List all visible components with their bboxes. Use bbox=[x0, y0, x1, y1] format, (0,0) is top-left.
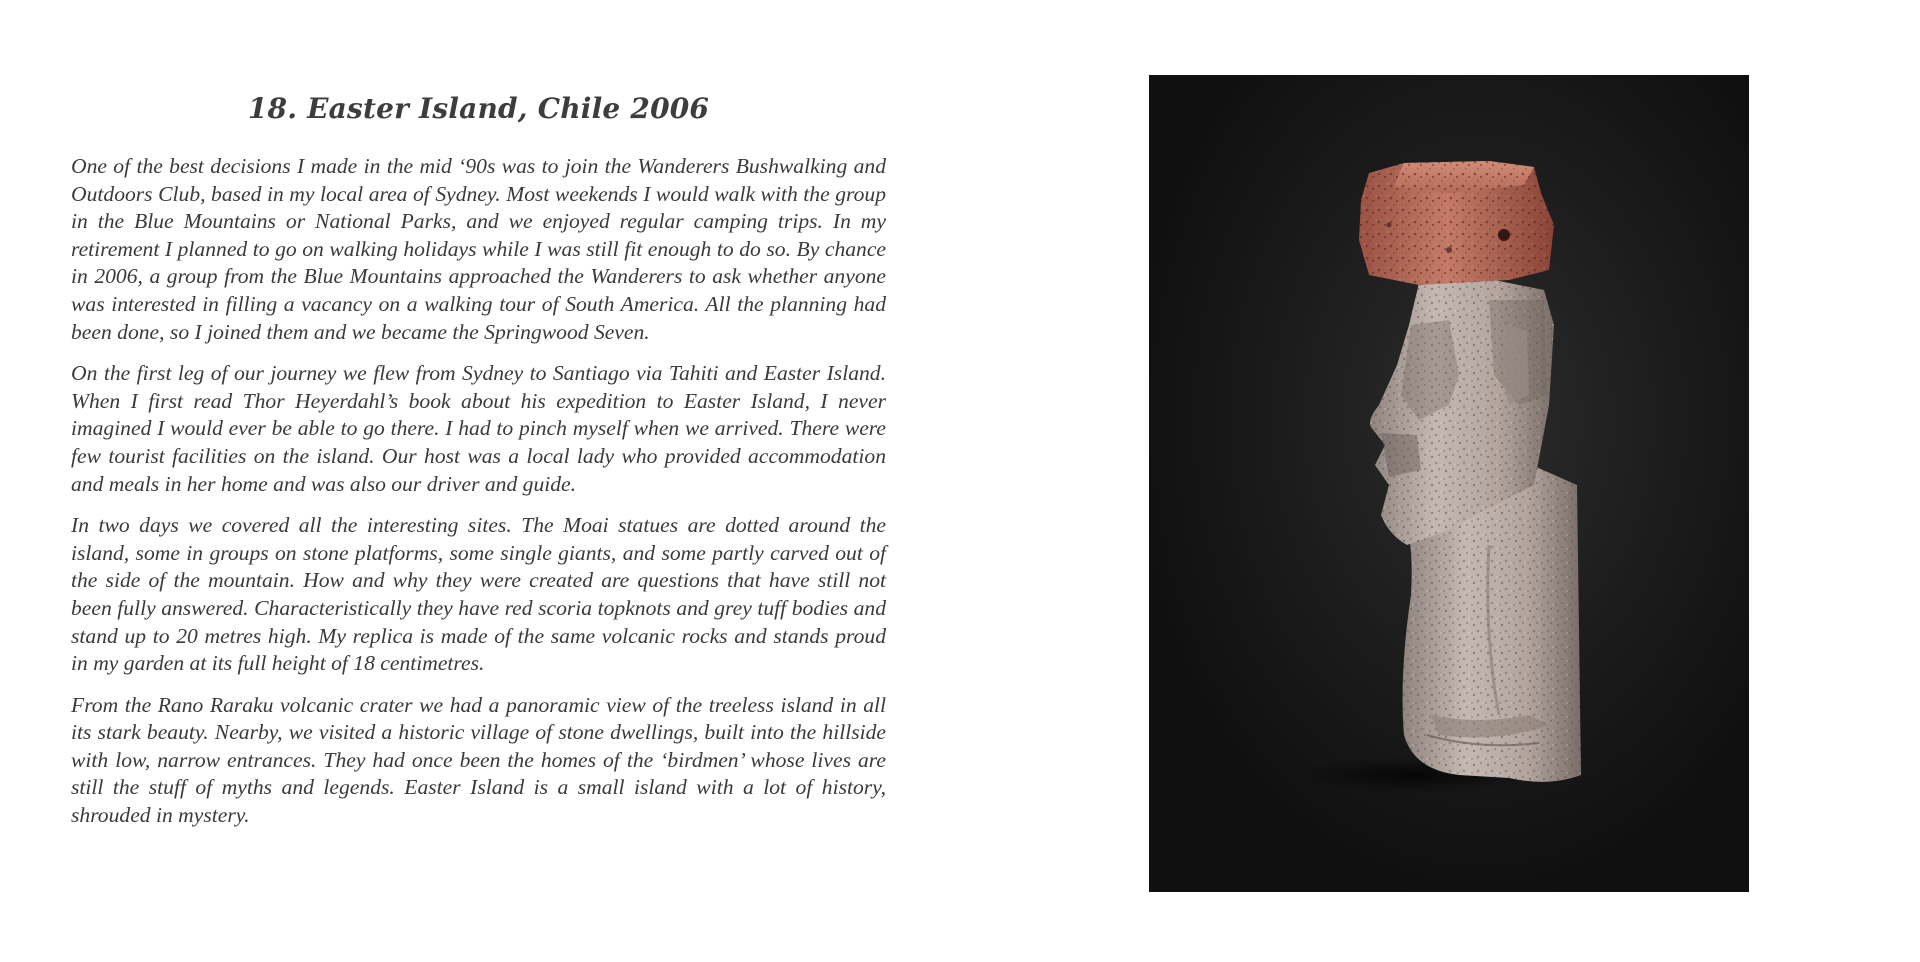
paragraph-1: One of the best decisions I made in the mid ‘90s was to join the Wanderers Bushwalking and Outdoors Club, based in my local area of Sydney. Most weekends I would walk with the group in the Blue Mountains or National Parks, and we enjoyed regular camping trips. In my retirement I planned to go on walking holidays while I was still fit enough to do so. By chance in 2006, a group from the Blue Mountains approached the Wanderers to ask whether anyone was interested in filling a vacancy on a walking tour of South America. All the planning had been done, so I joined them and we became the Springwood Seven. bbox=[71, 154, 886, 344]
paragraph-2: On the first leg of our journey we flew from Sydney to Santiago via Tahiti and Easter Island. When I first read Thor Heyerdahl’s book about his expedition to Easter Island, I never imagined I would ever be able to go there. I had to pinch myself when we arrived. There were few tourist facilities on the island. Our host was a local lady who provided accommodation and meals in her home and was also our driver and guide. bbox=[71, 361, 886, 496]
page-title: 18. Easter Island, Chile 2006 bbox=[247, 92, 710, 125]
moai-photo bbox=[1149, 75, 1749, 892]
text-page bbox=[71, 92, 886, 844]
paragraph-3: In two days we covered all the interesting sites. The Moai statues are dotted around the island, some in groups on stone platforms, some single giants, and some partly carved out of the side of the mountain. How and why they were created are questions that have still not been fully answered. Characteristically they have red scoria topknots and grey tuff bodies and stand up to 20 metres high. My replica is made of the same volcanic rocks and stands proud in my garden at its full height of 18 centimetres. bbox=[71, 513, 886, 676]
moai-statue-icon bbox=[1149, 75, 1749, 892]
paragraph-4: From the Rano Raraku volcanic crater we had a panoramic view of the treeless island in all its stark beauty. Nearby, we visited a historic village of stone dwellings, built into the hillside with low, narrow entrances. They had once been the homes of the ‘birdmen’ whose lives are still the stuff of myths and legends. Easter Island is a small island with a lot of history, shrouded in mystery. bbox=[71, 692, 886, 828]
